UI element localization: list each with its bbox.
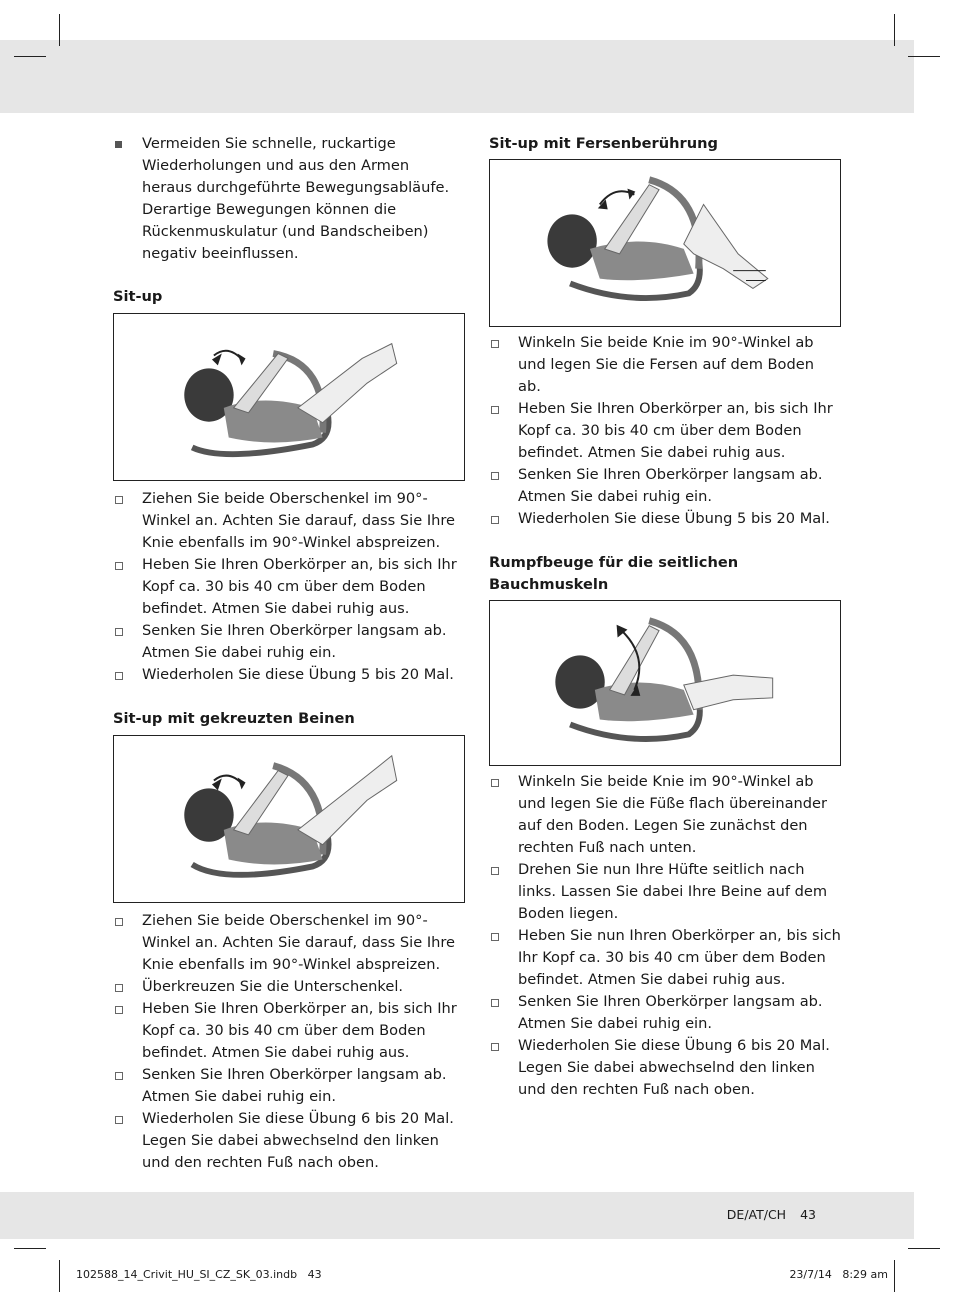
right-column bbox=[489, 133, 841, 1101]
list-item: Senken Sie Ihren Oberkörper langsam ab. Atmen Sie dabei ruhig ein. bbox=[142, 622, 447, 661]
crossed-legs-illustration bbox=[113, 735, 465, 903]
list-item: Wiederholen Sie diese Übung 5 bis 20 Mal. bbox=[518, 510, 830, 527]
intro-warning-text: Vermeiden Sie schnelle, ruckartige Wiederholungen und aus den Armen heraus durchgeführte Bewegungsabläufe. Derartige Bewegungen können die Rückenmuskulatur (und Bandscheiben) negativ beeinflussen. bbox=[142, 135, 450, 262]
section-title-crossed-legs: Sit-up mit gekreuzten Beinen bbox=[113, 710, 355, 727]
list-item: Heben Sie Ihren Oberkörper an, bis sich Ihr Kopf ca. 30 bis 40 cm über dem Boden befindet. Atmen Sie dabei ruhig aus. bbox=[518, 400, 833, 461]
page-number: 43 bbox=[800, 1207, 816, 1222]
crop-mark bbox=[908, 56, 940, 57]
heel-touch-steps-list bbox=[489, 332, 841, 530]
situp-steps-list bbox=[113, 488, 465, 686]
situp-illustration bbox=[113, 313, 465, 481]
list-item: Ziehen Sie beide Oberschenkel im 90°-Winkel an. Achten Sie darauf, dass Sie Ihre Knie ebenfalls im 90°-Winkel abspreizen. bbox=[142, 912, 456, 973]
crop-mark bbox=[908, 1248, 940, 1249]
side-crunch-illustration bbox=[489, 600, 841, 766]
left-column bbox=[113, 133, 465, 1174]
crop-mark bbox=[894, 1260, 895, 1292]
crop-mark bbox=[59, 1260, 60, 1292]
list-item: Heben Sie Ihren Oberkörper an, bis sich Ihr Kopf ca. 30 bis 40 cm über dem Boden befindet. Atmen Sie dabei ruhig aus. bbox=[142, 1000, 457, 1061]
print-slug-date: 23/7/14 8:29 am bbox=[789, 1268, 888, 1281]
side-crunch-steps-list bbox=[489, 771, 841, 1101]
list-item: Wiederholen Sie diese Übung 6 bis 20 Mal. Legen Sie dabei abwechselnd den linken und den rechten Fuß nach oben. bbox=[518, 1037, 830, 1098]
list-item: Wiederholen Sie diese Übung 6 bis 20 Mal. Legen Sie dabei abwechselnd den linken und den rechten Fuß nach oben. bbox=[142, 1110, 454, 1171]
list-item: Senken Sie Ihren Oberkörper langsam ab. Atmen Sie dabei ruhig ein. bbox=[518, 466, 823, 505]
situp-figure-svg bbox=[114, 314, 464, 480]
section-title-side-crunch: Rumpfbeuge für die seitlichen Bauchmuskeln bbox=[489, 554, 739, 593]
list-item: Winkeln Sie beide Knie im 90°-Winkel ab und legen Sie die Fersen auf dem Boden ab. bbox=[518, 334, 814, 395]
crop-mark bbox=[59, 14, 60, 46]
crop-mark bbox=[14, 56, 46, 57]
heel-touch-illustration bbox=[489, 159, 841, 327]
list-item: Heben Sie Ihren Oberkörper an, bis sich Ihr Kopf ca. 30 bis 40 cm über dem Boden befindet. Atmen Sie dabei ruhig aus. bbox=[142, 556, 457, 617]
list-item: Winkeln Sie beide Knie im 90°-Winkel ab und legen Sie die Füße flach übereinander auf den Boden. Legen Sie zunächst den rechten Fuß nach unten. bbox=[518, 773, 828, 856]
page-footer bbox=[713, 1207, 816, 1222]
print-slug-file: 102588_14_Crivit_HU_SI_CZ_SK_03.indb 43 bbox=[76, 1268, 322, 1281]
crossed-legs-figure-svg bbox=[114, 736, 464, 902]
region-label: DE/AT/CH bbox=[726, 1207, 787, 1222]
header-band bbox=[0, 40, 914, 113]
list-item: Wiederholen Sie diese Übung 5 bis 20 Mal. bbox=[142, 666, 454, 683]
crop-mark bbox=[894, 14, 895, 46]
list-item: Senken Sie Ihren Oberkörper langsam ab. Atmen Sie dabei ruhig ein. bbox=[518, 993, 823, 1032]
list-item: Senken Sie Ihren Oberkörper langsam ab. Atmen Sie dabei ruhig ein. bbox=[142, 1066, 447, 1105]
intro-warning-item bbox=[113, 133, 465, 265]
list-item: Überkreuzen Sie die Unterschenkel. bbox=[142, 978, 404, 995]
crop-mark bbox=[14, 1248, 46, 1249]
list-item: Drehen Sie nun Ihre Hüfte seitlich nach links. Lassen Sie dabei Ihre Beine auf dem Boden liegen. bbox=[518, 861, 828, 922]
list-item: Heben Sie nun Ihren Oberkörper an, bis sich Ihr Kopf ca. 30 bis 40 cm über dem Boden befindet. Atmen Sie dabei ruhig aus. bbox=[518, 927, 841, 988]
section-title-situp: Sit-up bbox=[113, 288, 163, 305]
list-item: Ziehen Sie beide Oberschenkel im 90°-Winkel an. Achten Sie darauf, dass Sie Ihre Knie ebenfalls im 90°-Winkel abspreizen. bbox=[142, 490, 456, 551]
heel-touch-figure-svg bbox=[490, 160, 840, 326]
crossed-legs-steps-list bbox=[113, 910, 465, 1174]
section-title-heel-touch: Sit-up mit Fersenberührung bbox=[489, 135, 718, 152]
side-crunch-figure-svg bbox=[490, 601, 840, 765]
